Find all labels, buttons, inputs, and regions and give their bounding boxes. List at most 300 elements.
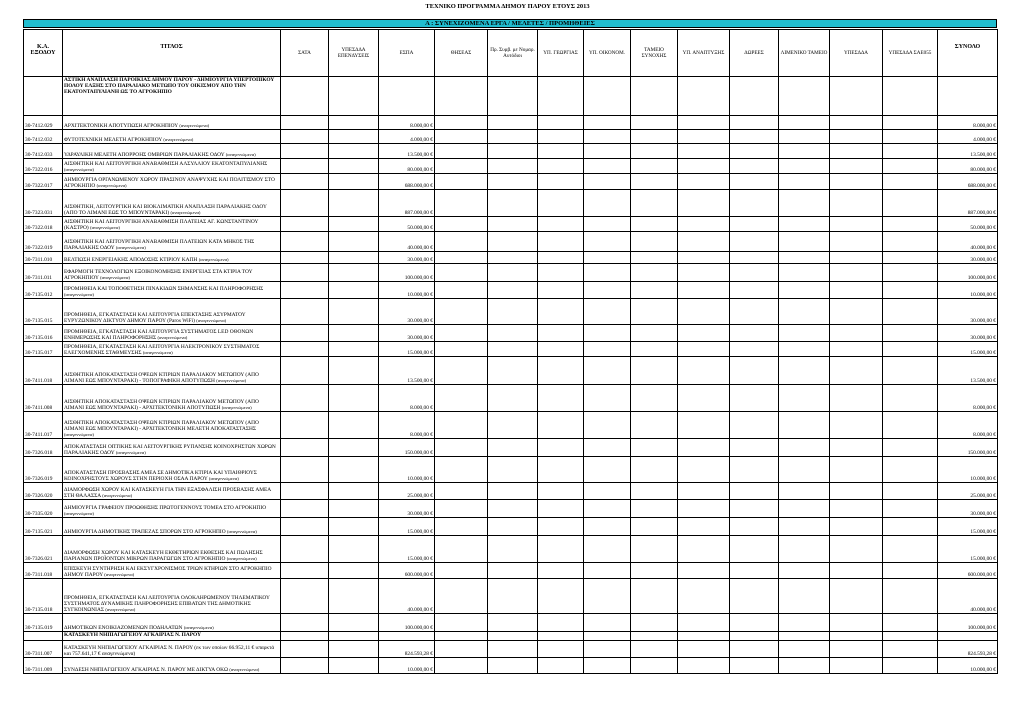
- espa-amount: 10.000,00 €: [379, 457, 435, 483]
- row-code: 30-7411.017: [24, 412, 63, 439]
- empty-cell: [730, 342, 779, 357]
- row-code: 30-7135.017: [24, 342, 63, 357]
- espa-amount: 40.000,00 €: [379, 232, 435, 252]
- table-row: [24, 632, 998, 641]
- row-note: (αναγεννώμενα): [221, 405, 252, 410]
- empty-cell: [883, 658, 938, 674]
- empty-cell: [538, 357, 584, 385]
- empty-cell: [435, 342, 488, 357]
- row-title-text: ΑΠΟΚΑΤΑΣΤΑΣΗ ΠΡΟΣΒΑΣΗΣ ΑΜΕΑ ΣΕ ΔΗΜΟΤΙΚΑ ΚΤΙΡΙΑ ΚΑΙ ΥΠΑΙΘΡΙΟΥΣ ΚΟΙΝΟΧΡΗΣΤΟΥΣ ΧΩΡΟΥΣ ΣΤΗΝ ΠΕΡΙΟΧΗ ΟΣΑΑ ΠΑΡΟΥ: [64, 470, 257, 482]
- espa-amount: 80.000,00 €: [379, 159, 435, 174]
- row-code: 30-7311.010: [24, 252, 63, 264]
- empty-cell: [584, 174, 631, 190]
- row-title-text: ΑΡΧΙΤΕΚΤΟΝΙΚΗ ΑΠΟΤΥΠΩΣΗ ΑΓΡΟΚΗΠΙΟΥ: [64, 123, 178, 129]
- row-title-text: ΕΦΑΡΜΟΓΗ ΤΕΧΝΟΛΟΓΙΩΝ ΕΞΟΙΚΟΝΟΜΗΣΗΣ ΕΝΕΡΓΕΙΑΣ ΣΤΑ ΚΤΙΡΙΑ ΤΟΥ ΑΓΡΟΚΗΠΙΟΥ: [64, 269, 253, 281]
- empty-cell: [779, 357, 830, 385]
- empty-cell: [678, 563, 730, 579]
- empty-cell: [631, 159, 678, 174]
- row-title: [63, 159, 281, 174]
- row-title: [63, 174, 281, 190]
- empty-cell: [730, 412, 779, 439]
- espa-amount: 30.000,00 €: [379, 299, 435, 325]
- empty-cell: [830, 264, 883, 282]
- espa-amount: 30.000,00 €: [379, 500, 435, 518]
- empty-cell: [435, 159, 488, 174]
- empty-cell: [779, 116, 830, 130]
- empty-cell: [678, 282, 730, 299]
- empty-cell: [830, 412, 883, 439]
- empty-cell: [883, 641, 938, 658]
- empty-cell: [435, 232, 488, 252]
- empty-cell: [538, 632, 584, 641]
- table-row: [24, 483, 998, 500]
- empty-cell: [631, 77, 678, 116]
- empty-cell: [779, 159, 830, 174]
- empty-cell: [631, 614, 678, 632]
- empty-cell: [584, 536, 631, 563]
- empty-cell: [435, 579, 488, 614]
- empty-cell: [584, 144, 631, 159]
- empty-cell: [830, 385, 883, 412]
- empty-cell: [779, 563, 830, 579]
- empty-cell: [730, 282, 779, 299]
- empty-cell: [488, 217, 538, 232]
- empty-cell: [584, 457, 631, 483]
- column-header: ΥΠΕΣΔΔΑ ΣΑΕ055: [883, 30, 938, 77]
- column-header: ΤΙΤΛΟΣ: [63, 30, 281, 77]
- empty-cell: [883, 342, 938, 357]
- empty-cell: [678, 232, 730, 252]
- empty-cell: [883, 439, 938, 457]
- empty-cell: [329, 252, 379, 264]
- empty-cell: [538, 518, 584, 536]
- empty-cell: [281, 536, 329, 563]
- total-amount: 600.000,00 €: [938, 563, 998, 579]
- empty-cell: [730, 174, 779, 190]
- empty-cell: [730, 190, 779, 217]
- empty-cell: [488, 579, 538, 614]
- row-title: [63, 232, 281, 252]
- row-code: 30-7412.033: [24, 144, 63, 159]
- espa-amount: 40.000,00 €: [379, 579, 435, 614]
- empty-cell: [538, 412, 584, 439]
- espa-amount: [379, 77, 435, 116]
- empty-cell: [631, 282, 678, 299]
- row-note: (αναγεννώμενα): [64, 292, 94, 297]
- empty-cell: [435, 632, 488, 641]
- empty-cell: [488, 252, 538, 264]
- budget-table: [23, 29, 998, 674]
- total-amount: 30.000,00 €: [938, 500, 998, 518]
- row-note: (αναγεννώμενα): [115, 245, 146, 250]
- empty-cell: [435, 252, 488, 264]
- empty-cell: [779, 483, 830, 500]
- empty-cell: [488, 77, 538, 116]
- empty-cell: [883, 563, 938, 579]
- row-code: 30-7412.032: [24, 130, 63, 144]
- row-title-text: ΚΑΤΑΣΚΕΥΗ ΝΗΠΙΑΓΩΓΕΙΟΥ ΑΓΚΑΙΡΙΑΣ Ν. ΠΑΡΟΥ (εκ των οποίων 66.952,11 € υπαρκτά και 757.641,17 € αναγεννώμενα): [64, 645, 275, 657]
- empty-cell: [830, 159, 883, 174]
- table-row: [24, 252, 998, 264]
- total-amount: 50.000,00 €: [938, 217, 998, 232]
- empty-cell: [488, 342, 538, 357]
- empty-cell: [538, 500, 584, 518]
- empty-cell: [281, 518, 329, 536]
- empty-cell: [538, 264, 584, 282]
- empty-cell: [488, 632, 538, 641]
- empty-cell: [538, 658, 584, 674]
- empty-cell: [730, 159, 779, 174]
- row-title-text: ΔΙΑΜΟΡΦΩΣΗ ΧΩΡΟΥ ΚΑΙ ΚΑΤΑΣΚΕΥΗ ΕΚΘΕΤΗΡΙΩΝ ΕΚΘΕΣΗΣ ΚΑΙ ΠΩΛΗΣΗΣ ΠΑΡΙΑΝΩΝ ΠΡΟΪΟΝΤΩΝ ΜΙΚΡΩΝ ΠΑΡΑΓΩΓΩΝ ΣΤΟ ΑΓΡΟΚΗΠΙΟ: [64, 550, 263, 562]
- empty-cell: [584, 412, 631, 439]
- empty-cell: [779, 299, 830, 325]
- empty-cell: [584, 579, 631, 614]
- empty-cell: [281, 439, 329, 457]
- empty-cell: [584, 563, 631, 579]
- empty-cell: [329, 500, 379, 518]
- empty-cell: [435, 77, 488, 116]
- table-row: [24, 536, 998, 563]
- empty-cell: [779, 658, 830, 674]
- row-note: (αναγεννώμενα): [216, 378, 247, 383]
- empty-cell: [631, 325, 678, 342]
- row-title: [63, 130, 281, 144]
- empty-cell: [883, 174, 938, 190]
- empty-cell: [435, 190, 488, 217]
- empty-cell: [584, 342, 631, 357]
- column-header: ΘΗΣΕΑΣ: [435, 30, 488, 77]
- total-amount: 30.000,00 €: [938, 325, 998, 342]
- total-amount: 15.000,00 €: [938, 518, 998, 536]
- empty-cell: [435, 536, 488, 563]
- espa-amount: 15.000,00 €: [379, 518, 435, 536]
- row-note: (αναγεννώμενα): [157, 335, 188, 340]
- empty-cell: [488, 385, 538, 412]
- total-amount: 40.000,00 €: [938, 232, 998, 252]
- row-code: 30-7326.021: [24, 536, 63, 563]
- empty-cell: [830, 190, 883, 217]
- empty-cell: [488, 457, 538, 483]
- empty-cell: [779, 190, 830, 217]
- empty-cell: [584, 264, 631, 282]
- row-title: [63, 658, 281, 674]
- row-code: 30-7411.018: [24, 357, 63, 385]
- empty-cell: [538, 385, 584, 412]
- empty-cell: [435, 144, 488, 159]
- row-note: (αναγεννώμενα): [196, 318, 227, 323]
- row-code: 30-7311.018: [24, 563, 63, 579]
- table-row: [24, 190, 998, 217]
- empty-cell: [538, 536, 584, 563]
- espa-amount: 150.000,00 €: [379, 439, 435, 457]
- empty-cell: [830, 658, 883, 674]
- empty-cell: [779, 282, 830, 299]
- empty-cell: [830, 299, 883, 325]
- empty-cell: [779, 174, 830, 190]
- row-code: 30-7335.020: [24, 500, 63, 518]
- empty-cell: [678, 217, 730, 232]
- empty-cell: [488, 483, 538, 500]
- row-note: (αναγεννώμενα): [115, 450, 146, 455]
- row-title: [63, 116, 281, 130]
- table-row: [24, 130, 998, 144]
- empty-cell: [488, 130, 538, 144]
- empty-cell: [678, 190, 730, 217]
- empty-cell: [281, 159, 329, 174]
- empty-cell: [830, 130, 883, 144]
- empty-cell: [584, 518, 631, 536]
- empty-cell: [631, 130, 678, 144]
- column-header: Πρ. Συμβ. με Νομαρ. Αυτόδιοι: [488, 30, 538, 77]
- row-title-text: ΠΡΟΜΗΘΕΙΑ, ΕΓΚΑΤΑΣΤΑΣΗ ΚΑΙ ΛΕΙΤΟΥΡΓΙΑ ΣΥΣΤΗΜΑΤΟΣ LED ΟΘΟΝΩΝ ΕΝΗΜΕΡΩΣΗΣ ΚΑΙ ΠΛΗΡΟΦΟΡΗΣΗΣ: [64, 329, 254, 341]
- empty-cell: [779, 385, 830, 412]
- empty-cell: [631, 412, 678, 439]
- row-title: [63, 190, 281, 217]
- total-amount: 4.000,00 €: [938, 130, 998, 144]
- empty-cell: [830, 579, 883, 614]
- empty-cell: [584, 190, 631, 217]
- row-title: [63, 264, 281, 282]
- column-header: ΤΑΜΕΙΟ ΣΥΝΟΧΗΣ: [631, 30, 678, 77]
- row-note: (αναγεννώμενα): [64, 432, 94, 437]
- empty-cell: [584, 357, 631, 385]
- empty-cell: [631, 299, 678, 325]
- empty-cell: [830, 563, 883, 579]
- row-title-text: ΔΗΜΙΟΥΡΓΙΑ ΓΡΑΦΕΙΟΥ ΠΡΟΩΘΗΣΗΣ ΠΡΩΤΟΓΕΝΝΟΥΣ ΤΟΜΕΑ ΣΤΟ ΑΓΡΟΚΗΠΙΟ: [64, 505, 267, 511]
- empty-cell: [281, 325, 329, 342]
- row-title-text: ΚΑΤΑΣΚΕΥΗ ΝΗΠΙΑΓΩΓΕΙΟΥ ΑΓΚΑΙΡΙΑΣ Ν. ΠΑΡΟΥ: [64, 632, 201, 638]
- row-code: 30-7311.007: [24, 641, 63, 658]
- empty-cell: [883, 632, 938, 641]
- row-title-text: ΑΙΣΘΗΤΙΚΗ ΑΠΟΚΑΤΑΣΤΑΣΗ ΟΨΕΩΝ ΚΤΙΡΙΩΝ ΠΑΡΑΛΙΑΚΟΥ ΜΕΤΩΠΟΥ (ΑΠΟ ΛΙΜΑΝΙ ΕΩΣ ΜΠΟΥΝΤΑΡΑΚΙ) - ΑΡΧΙΤΕΚΤΟΝΙΚΗ ΑΠΟΤΥΠΩΣΗ: [64, 399, 259, 411]
- row-title-text: ΑΙΣΘΗΤΙΚΗ ΚΑΙ ΛΕΙΤΟΥΡΓΙΚΗ ΑΝΑΒΑΘΜΙΣΗ ΠΛΑΤΕΙΩΝ ΚΑΤΑ ΜΗΚΟΣ ΤΗΣ ΠΑΡΑΛΙΑΚΗΣ ΟΔΟΥ: [64, 239, 255, 251]
- empty-cell: [584, 632, 631, 641]
- row-title: [63, 77, 281, 116]
- espa-amount: 4.000,00 €: [379, 130, 435, 144]
- row-code: 30-7322.017: [24, 174, 63, 190]
- empty-cell: [730, 483, 779, 500]
- empty-cell: [538, 217, 584, 232]
- empty-cell: [883, 282, 938, 299]
- empty-cell: [584, 658, 631, 674]
- total-amount: 15.000,00 €: [938, 536, 998, 563]
- column-header: ΥΠ. ΟΙΚΟΝΟΜ.: [584, 30, 631, 77]
- empty-cell: [584, 299, 631, 325]
- row-note: (αναγεννώμενα): [170, 210, 201, 215]
- row-title: [63, 325, 281, 342]
- empty-cell: [281, 217, 329, 232]
- empty-cell: [538, 190, 584, 217]
- empty-cell: [329, 130, 379, 144]
- column-header: ΔΩΡΕΕΣ: [730, 30, 779, 77]
- row-title: [63, 563, 281, 579]
- total-amount: 688.000,00 €: [938, 174, 998, 190]
- empty-cell: [281, 563, 329, 579]
- row-title-text: ΑΠΟΚΑΤΑΣΤΑΣΗ ΟΠΤΙΚΗΣ ΚΑΙ ΛΕΙΤΟΥΡΓΙΚΗΣ ΡΥΠΑΝΣΗΣ ΚΟΙΝΟΧΡΗΣΤΩΝ ΧΩΡΩΝ ΠΑΡΑΛΙΑΚΗΣ ΟΔΟΥ: [64, 444, 276, 456]
- empty-cell: [730, 130, 779, 144]
- row-title-text: ΣΥΝΔΕΣΗ ΝΗΠΙΑΓΩΓΕΙΟΥ ΑΓΚΑΙΡΙΑΣ Ν. ΠΑΡΟΥ ΜΕ ΔΙΚΤΥΑ ΟΚΩ: [64, 667, 229, 673]
- empty-cell: [779, 536, 830, 563]
- espa-amount: 100.000,00 €: [379, 264, 435, 282]
- row-title-text: ΒΕΛΤΙΩΣΗ ΕΝΕΡΓΕΙΑΚΗΣ ΑΠΟΔΟΣΗΣ ΚΤΙΡΙΟΥ ΚΑΠΗ: [64, 257, 198, 263]
- empty-cell: [830, 357, 883, 385]
- empty-cell: [631, 579, 678, 614]
- empty-cell: [883, 116, 938, 130]
- empty-cell: [538, 159, 584, 174]
- row-title: [63, 357, 281, 385]
- empty-cell: [435, 325, 488, 342]
- row-title: [63, 579, 281, 614]
- empty-cell: [584, 252, 631, 264]
- row-note: (αναγεννώμενα): [208, 476, 239, 481]
- row-title: [63, 342, 281, 357]
- table-row: [24, 144, 998, 159]
- empty-cell: [329, 614, 379, 632]
- row-code: 30-7135.021: [24, 518, 63, 536]
- column-header: ΛΙΜΕΝΙΚΟ ΤΑΜΕΙΟ: [779, 30, 830, 77]
- empty-cell: [281, 641, 329, 658]
- empty-cell: [779, 77, 830, 116]
- espa-amount: 13.500,00 €: [379, 144, 435, 159]
- empty-cell: [329, 232, 379, 252]
- espa-amount: 13.500,00 €: [379, 357, 435, 385]
- table-row: [24, 325, 998, 342]
- empty-cell: [631, 632, 678, 641]
- empty-cell: [678, 144, 730, 159]
- empty-cell: [488, 536, 538, 563]
- row-note: (αναγεννώμενα): [179, 123, 210, 128]
- empty-cell: [538, 130, 584, 144]
- empty-cell: [730, 252, 779, 264]
- empty-cell: [631, 439, 678, 457]
- empty-cell: [488, 116, 538, 130]
- empty-cell: [584, 282, 631, 299]
- empty-cell: [435, 174, 488, 190]
- total-amount: 887.000,00 €: [938, 190, 998, 217]
- empty-cell: [830, 232, 883, 252]
- table-row: [24, 217, 998, 232]
- table-row: [24, 357, 998, 385]
- empty-cell: [678, 641, 730, 658]
- espa-amount: 100.000,00 €: [379, 614, 435, 632]
- espa-amount: 824.593,28 €: [379, 641, 435, 658]
- empty-cell: [883, 130, 938, 144]
- row-title: [63, 144, 281, 159]
- empty-cell: [730, 518, 779, 536]
- row-code: 30-7135.015: [24, 299, 63, 325]
- empty-cell: [730, 658, 779, 674]
- empty-cell: [488, 190, 538, 217]
- empty-cell: [830, 116, 883, 130]
- empty-cell: [584, 159, 631, 174]
- table-row: [24, 518, 998, 536]
- empty-cell: [678, 325, 730, 342]
- empty-cell: [488, 658, 538, 674]
- table-row: [24, 385, 998, 412]
- empty-cell: [488, 412, 538, 439]
- empty-cell: [435, 299, 488, 325]
- empty-cell: [584, 614, 631, 632]
- empty-cell: [883, 252, 938, 264]
- empty-cell: [631, 518, 678, 536]
- table-row: [24, 439, 998, 457]
- total-amount: 13.500,00 €: [938, 357, 998, 385]
- empty-cell: [779, 217, 830, 232]
- column-header: ΕΣΠΑ: [379, 30, 435, 77]
- empty-cell: [678, 357, 730, 385]
- table-row: [24, 614, 998, 632]
- empty-cell: [435, 385, 488, 412]
- empty-cell: [488, 357, 538, 385]
- empty-cell: [538, 457, 584, 483]
- row-code: 30-7326.018: [24, 439, 63, 457]
- row-title-text: ΠΡΟΜΗΘΕΙΑ, ΕΓΚΑΤΑΣΤΑΣΗ ΚΑΙ ΛΕΙΤΟΥΡΓΙΑ ΗΛΕΚΤΡΟΝΙΚΟΥ ΣΥΣΤΗΜΑΤΟΣ ΕΛΕΓΧΟΜΕΝΗΣ ΣΤΑΘΜΕΥΣΗΣ: [64, 344, 260, 356]
- espa-amount: 10.000,00 €: [379, 658, 435, 674]
- empty-cell: [678, 385, 730, 412]
- empty-cell: [435, 412, 488, 439]
- total-amount: 80.000,00 €: [938, 159, 998, 174]
- empty-cell: [584, 130, 631, 144]
- empty-cell: [883, 232, 938, 252]
- empty-cell: [830, 457, 883, 483]
- table-body: [24, 77, 998, 674]
- total-amount: 40.000,00 €: [938, 579, 998, 614]
- espa-amount: 15.000,00 €: [379, 342, 435, 357]
- table-row: [24, 500, 998, 518]
- empty-cell: [730, 264, 779, 282]
- empty-cell: [883, 190, 938, 217]
- total-amount: [938, 632, 998, 641]
- empty-cell: [281, 483, 329, 500]
- empty-cell: [631, 641, 678, 658]
- empty-cell: [329, 116, 379, 130]
- table-row: [24, 174, 998, 190]
- empty-cell: [281, 299, 329, 325]
- empty-cell: [631, 385, 678, 412]
- table-header: [24, 30, 998, 77]
- row-note: (αναγεννώμενα): [64, 511, 94, 516]
- row-title-text: ΔΗΜΙΟΥΡΓΙΑ ΟΡΓΑΝΩΜΕΝΟΥ ΧΩΡΟΥ ΠΡΑΣΙΝΟΥ ΑΝΑΨΥΧΗΣ ΚΑΙ ΠΟΛΙΤΙΣΜΟΥ ΣΤΟ ΑΓΡΟΚΗΠΙΟ: [64, 177, 275, 189]
- empty-cell: [281, 457, 329, 483]
- row-note: (αναγεννώμενα): [142, 350, 173, 355]
- total-amount: 8.000,00 €: [938, 116, 998, 130]
- table-row: [24, 342, 998, 357]
- column-header: ΥΠΕΣΔΔΑ: [830, 30, 883, 77]
- empty-cell: [883, 299, 938, 325]
- empty-cell: [435, 500, 488, 518]
- empty-cell: [730, 325, 779, 342]
- empty-cell: [779, 641, 830, 658]
- row-title: [63, 500, 281, 518]
- row-title: [63, 518, 281, 536]
- row-title-text: ΠΡΟΜΗΘΕΙΑ ΚΑΙ ΤΟΠΟΘΕΤΗΣΗ ΠΙΝΑΚΙΔΩΝ ΣΗΜΑΝΣΗΣ ΚΑΙ ΠΛΗΡΟΦΟΡΗΣΗΣ: [64, 286, 264, 292]
- row-note: (αναγεννώμενα): [90, 225, 120, 230]
- empty-cell: [779, 252, 830, 264]
- row-code: 30-7411.008: [24, 385, 63, 412]
- empty-cell: [329, 439, 379, 457]
- total-amount: 13.500,00 €: [938, 144, 998, 159]
- total-amount: 30.000,00 €: [938, 299, 998, 325]
- empty-cell: [538, 614, 584, 632]
- empty-cell: [830, 500, 883, 518]
- empty-cell: [883, 412, 938, 439]
- row-title: [63, 385, 281, 412]
- row-code: 30-7323.031: [24, 190, 63, 217]
- total-amount: 10.000,00 €: [938, 658, 998, 674]
- empty-cell: [730, 439, 779, 457]
- row-title-text: ΠΡΟΜΗΘΕΙΑ, ΕΓΚΑΤΑΣΤΑΣΗ ΚΑΙ ΛΕΙΤΟΥΡΓΙΑ ΟΛΟΚΛΗΡΩΜΕΝΟΥ ΤΗΛΕΜΑΤΙΚΟΥ ΣΥΣΤΗΜΑΤΟΣ ΔΥΝΑΜΙΚΗΣ ΠΛΗΡΟΦΟΡΗΣΗΣ ΕΠΙΒΑΤΩΝ ΤΗΣ ΔΗΜΟΤΙΚΗΣ ΣΥΓΚΟΙΝΩΝΙΑΣ: [64, 595, 270, 613]
- empty-cell: [281, 658, 329, 674]
